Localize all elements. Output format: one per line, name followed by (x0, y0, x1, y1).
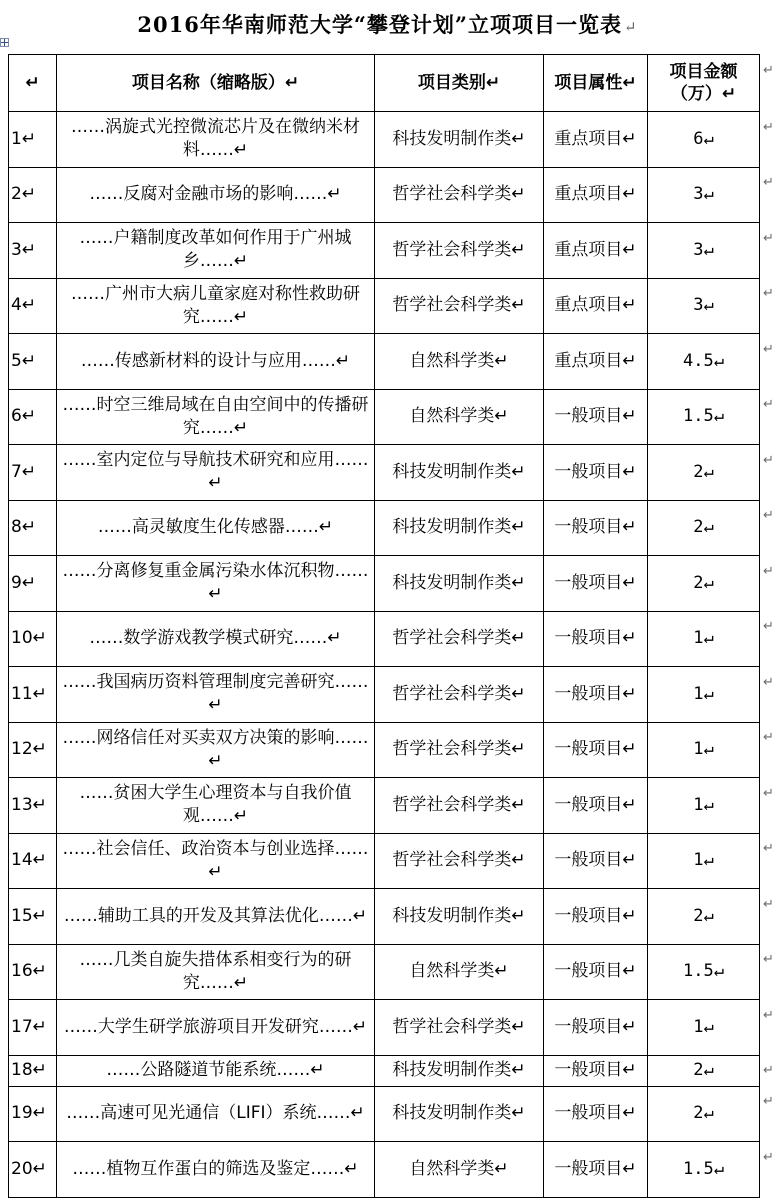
cell-amount: 1↵ (648, 1000, 760, 1056)
cell-amount: 2↵ (648, 556, 760, 612)
header-index: ↵ (9, 55, 57, 112)
cell-category: 哲学社会科学类↵ (375, 278, 544, 334)
cell-name: ……植物互作蛋白的筛选及鉴定……↵ (57, 1142, 375, 1198)
cell-attribute: 重点项目↵ (544, 223, 648, 279)
paragraph-mark: ↵ (624, 18, 638, 36)
cell-attribute: 一般项目↵ (544, 500, 648, 556)
row-end-mark: ↵ (763, 841, 774, 856)
table-row (9, 112, 760, 168)
table-row (9, 500, 760, 556)
cell-category: 哲学社会科学类↵ (375, 223, 544, 279)
row-end-mark: ↵ (763, 1063, 774, 1078)
table-row (9, 944, 760, 1000)
cell-attribute: 一般项目↵ (544, 722, 648, 778)
cell-name: ……公路隧道节能系统……↵ (57, 1055, 375, 1086)
table-row (9, 223, 760, 279)
cell-name: ……高速可见光通信（LIFI）系统……↵ (57, 1086, 375, 1142)
cell-category: 科技发明制作类↵ (375, 445, 544, 501)
cell-index: 15↵ (9, 889, 57, 945)
cell-category: 哲学社会科学类↵ (375, 722, 544, 778)
cell-category: 科技发明制作类↵ (375, 1086, 544, 1142)
cell-category: 自然科学类↵ (375, 389, 544, 445)
row-end-mark: ↵ (763, 342, 774, 357)
row-end-mark: ↵ (763, 1094, 774, 1109)
table-row (9, 611, 760, 667)
cell-name: ……我国病历资料管理制度完善研究……↵ (57, 667, 375, 723)
cell-attribute: 一般项目↵ (544, 445, 648, 501)
row-end-mark: ↵ (763, 952, 774, 967)
document-title (0, 8, 775, 42)
cell-name: ……反腐对金融市场的影响……↵ (57, 167, 375, 223)
cell-index: 3↵ (9, 223, 57, 279)
cell-attribute: 一般项目↵ (544, 1142, 648, 1198)
cell-attribute: 重点项目↵ (544, 334, 648, 390)
cell-name: ……户籍制度改革如何作用于广州城乡……↵ (57, 223, 375, 279)
cell-index: 13↵ (9, 778, 57, 834)
cell-name: ……大学生研学旅游项目开发研究……↵ (57, 1000, 375, 1056)
cell-category: 哲学社会科学类↵ (375, 611, 544, 667)
cell-amount: 1↵ (648, 667, 760, 723)
row-end-mark: ↵ (763, 508, 774, 523)
cell-index: 6↵ (9, 389, 57, 445)
cell-category: 科技发明制作类↵ (375, 556, 544, 612)
cell-index: 19↵ (9, 1086, 57, 1142)
cell-amount: 2↵ (648, 445, 760, 501)
cell-category: 哲学社会科学类↵ (375, 167, 544, 223)
table-row (9, 1000, 760, 1056)
cell-amount: 1↵ (648, 722, 760, 778)
cell-name: ……广州市大病儿童家庭对称性救助研究……↵ (57, 278, 375, 334)
row-end-mark: ↵ (763, 1008, 774, 1023)
table-row (9, 1055, 760, 1086)
title-text: 2016年华南师范大学“攀登计划”立项项目一览表 (137, 12, 623, 37)
cell-index: 9↵ (9, 556, 57, 612)
table-row (9, 833, 760, 889)
cell-name: ……贫困大学生心理资本与自我价值观……↵ (57, 778, 375, 834)
table-row (9, 167, 760, 223)
cell-amount: 1.5↵ (648, 1142, 760, 1198)
cell-name: ……辅助工具的开发及其算法优化……↵ (57, 889, 375, 945)
cell-amount: 3↵ (648, 167, 760, 223)
cell-amount: 2↵ (648, 1055, 760, 1086)
cell-name: ……高灵敏度生化传感器……↵ (57, 500, 375, 556)
cell-amount: 6↵ (648, 112, 760, 168)
cell-attribute: 一般项目↵ (544, 1086, 648, 1142)
cell-attribute: 一般项目↵ (544, 778, 648, 834)
row-end-mark: ↵ (763, 231, 774, 246)
cell-category: 自然科学类↵ (375, 1142, 544, 1198)
cell-index: 2↵ (9, 167, 57, 223)
cell-index: 10↵ (9, 611, 57, 667)
cell-attribute: 重点项目↵ (544, 278, 648, 334)
table-row (9, 389, 760, 445)
cell-category: 科技发明制作类↵ (375, 1055, 544, 1086)
cell-name: ……室内定位与导航技术研究和应用……↵ (57, 445, 375, 501)
cell-attribute: 一般项目↵ (544, 1000, 648, 1056)
project-table (8, 54, 760, 1198)
cell-attribute: 一般项目↵ (544, 667, 648, 723)
cell-attribute: 一般项目↵ (544, 1055, 648, 1086)
cell-index: 11↵ (9, 667, 57, 723)
cell-index: 12↵ (9, 722, 57, 778)
cell-name: ……时空三维局域在自由空间中的传播研究……↵ (57, 389, 375, 445)
header-row (9, 55, 760, 112)
cell-index: 4↵ (9, 278, 57, 334)
row-end-mark: ↵ (763, 675, 774, 690)
cell-index: 16↵ (9, 944, 57, 1000)
cell-attribute: 重点项目↵ (544, 112, 648, 168)
cell-attribute: 一般项目↵ (544, 611, 648, 667)
cell-index: 1↵ (9, 112, 57, 168)
cell-attribute: 一般项目↵ (544, 556, 648, 612)
cell-amount: 2↵ (648, 500, 760, 556)
cell-amount: 2↵ (648, 1086, 760, 1142)
cell-index: 7↵ (9, 445, 57, 501)
table-move-handle-icon[interactable] (0, 38, 9, 47)
cell-amount: 4.5↵ (648, 334, 760, 390)
cell-category: 科技发明制作类↵ (375, 889, 544, 945)
cell-category: 科技发明制作类↵ (375, 500, 544, 556)
table-row (9, 445, 760, 501)
row-end-mark: ↵ (763, 564, 774, 579)
table-row (9, 1086, 760, 1142)
row-end-mark: ↵ (763, 63, 774, 78)
table-row (9, 1142, 760, 1198)
cell-amount: 1.5↵ (648, 944, 760, 1000)
table-row (9, 889, 760, 945)
cell-index: 20↵ (9, 1142, 57, 1198)
cell-category: 哲学社会科学类↵ (375, 833, 544, 889)
cell-amount: 1↵ (648, 611, 760, 667)
cell-attribute: 重点项目↵ (544, 167, 648, 223)
cell-attribute: 一般项目↵ (544, 389, 648, 445)
cell-category: 自然科学类↵ (375, 944, 544, 1000)
row-end-mark: ↵ (763, 730, 774, 745)
row-end-mark: ↵ (763, 453, 774, 468)
cell-attribute: 一般项目↵ (544, 944, 648, 1000)
cell-name: ……分离修复重金属污染水体沉积物……↵ (57, 556, 375, 612)
cell-index: 5↵ (9, 334, 57, 390)
header-amount: 项目金额（万）↵ (648, 55, 760, 112)
cell-name: ……社会信任、政治资本与创业选择……↵ (57, 833, 375, 889)
row-end-mark: ↵ (763, 286, 774, 301)
cell-name: ……涡旋式光控微流芯片及在微纳米材料……↵ (57, 112, 375, 168)
cell-index: 17↵ (9, 1000, 57, 1056)
cell-index: 14↵ (9, 833, 57, 889)
cell-name: ……数学游戏教学模式研究……↵ (57, 611, 375, 667)
row-end-mark: ↵ (763, 619, 774, 634)
cell-amount: 1.5↵ (648, 389, 760, 445)
row-end-mark: ↵ (763, 897, 774, 912)
row-end-mark: ↵ (763, 1150, 774, 1165)
cell-amount: 3↵ (648, 223, 760, 279)
cell-amount: 1↵ (648, 833, 760, 889)
cell-category: 哲学社会科学类↵ (375, 1000, 544, 1056)
table-row (9, 722, 760, 778)
header-attribute: 项目属性↵ (544, 55, 648, 112)
cell-name: ……网络信任对买卖双方决策的影响……↵ (57, 722, 375, 778)
cell-category: 自然科学类↵ (375, 334, 544, 390)
header-category: 项目类别↵ (375, 55, 544, 112)
cell-category: 科技发明制作类↵ (375, 112, 544, 168)
cell-name: ……传感新材料的设计与应用……↵ (57, 334, 375, 390)
table-row (9, 556, 760, 612)
table-row (9, 778, 760, 834)
cell-amount: 1↵ (648, 778, 760, 834)
cell-index: 8↵ (9, 500, 57, 556)
cell-amount: 3↵ (648, 278, 760, 334)
table-row (9, 278, 760, 334)
table-row (9, 334, 760, 390)
cell-category: 哲学社会科学类↵ (375, 778, 544, 834)
cell-amount: 2↵ (648, 889, 760, 945)
table-row (9, 667, 760, 723)
header-name: 项目名称（缩略版）↵ (57, 55, 375, 112)
cell-category: 哲学社会科学类↵ (375, 667, 544, 723)
cell-attribute: 一般项目↵ (544, 889, 648, 945)
row-end-mark: ↵ (763, 397, 774, 412)
cell-attribute: 一般项目↵ (544, 833, 648, 889)
row-end-mark: ↵ (763, 786, 774, 801)
cell-index: 18↵ (9, 1055, 57, 1086)
row-end-mark: ↵ (763, 175, 774, 190)
table-body (9, 112, 760, 1198)
cell-name: ……几类自旋失措体系相变行为的研究……↵ (57, 944, 375, 1000)
row-end-mark: ↵ (763, 120, 774, 135)
